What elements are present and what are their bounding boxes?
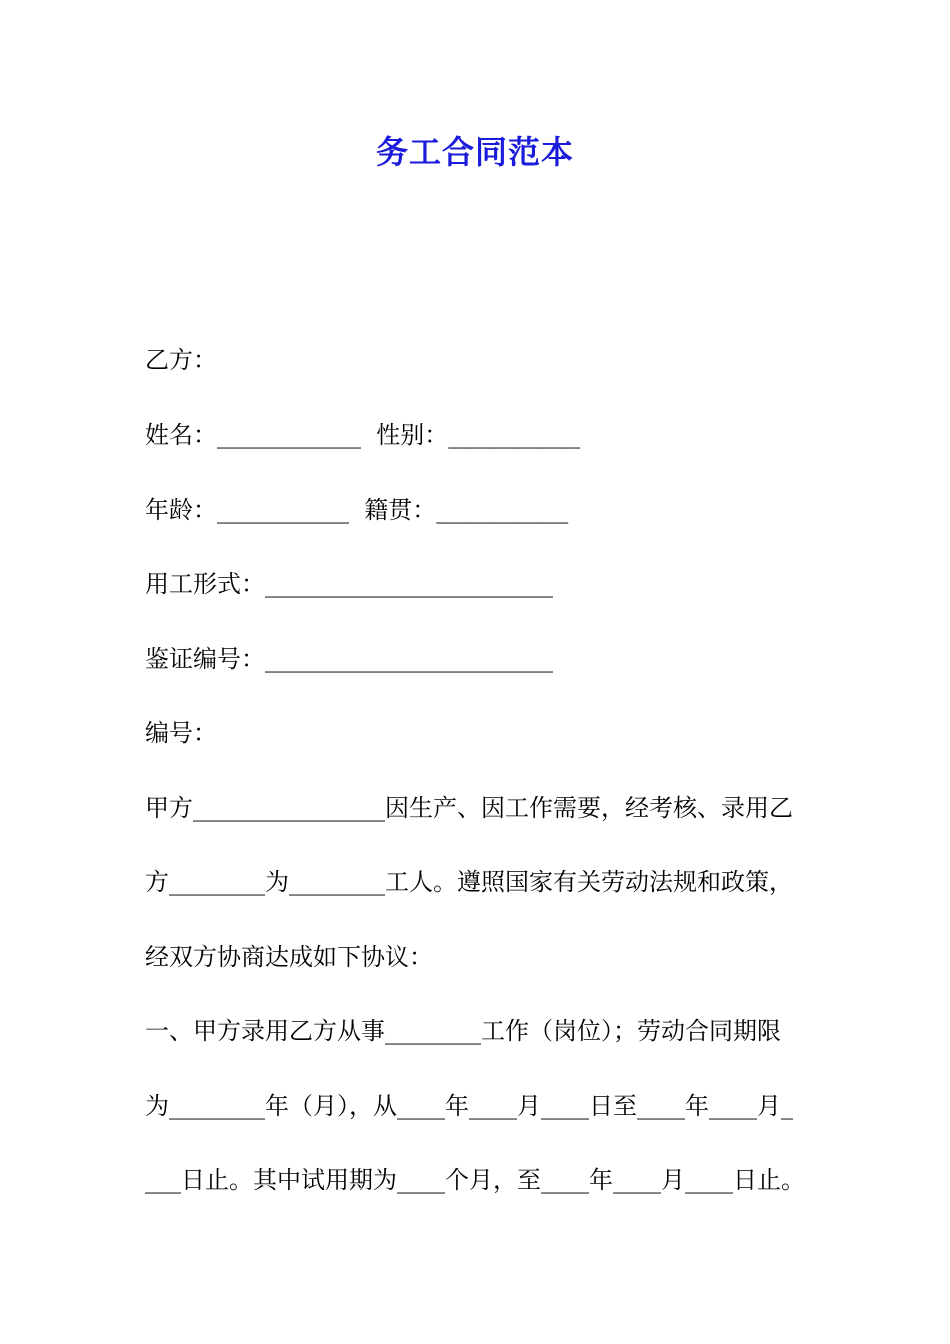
- clause-one-line: 为________年（月），从____年____月____日至____年____月_: [145, 1092, 793, 1120]
- age-origin-line: 年龄：___________ 籍贯：___________: [145, 496, 569, 524]
- party-b-label: 乙方：: [145, 346, 217, 374]
- clause-one-line: 一、甲方录用乙方从事________工作（岗位）；劳动合同期限: [145, 1017, 781, 1045]
- certification-number-line: 鉴证编号：________________________: [145, 645, 553, 673]
- name-gender-line: 姓名：____________ 性别：___________: [145, 421, 581, 449]
- employment-form-line: 用工形式：________________________: [145, 570, 553, 598]
- number-line: 编号：: [145, 719, 217, 747]
- body-paragraph-line: 甲方________________因生产、因工作需要，经考核、录用乙: [145, 794, 793, 822]
- clause-one-line: ___日止。其中试用期为____个月，至____年____月____日止。: [145, 1166, 805, 1194]
- body-paragraph-line: 方________为________工人。遵照国家有关劳动法规和政策，: [145, 868, 793, 896]
- document-title: 务工合同范本: [375, 133, 574, 171]
- body-paragraph-line: 经双方协商达成如下协议：: [145, 943, 433, 971]
